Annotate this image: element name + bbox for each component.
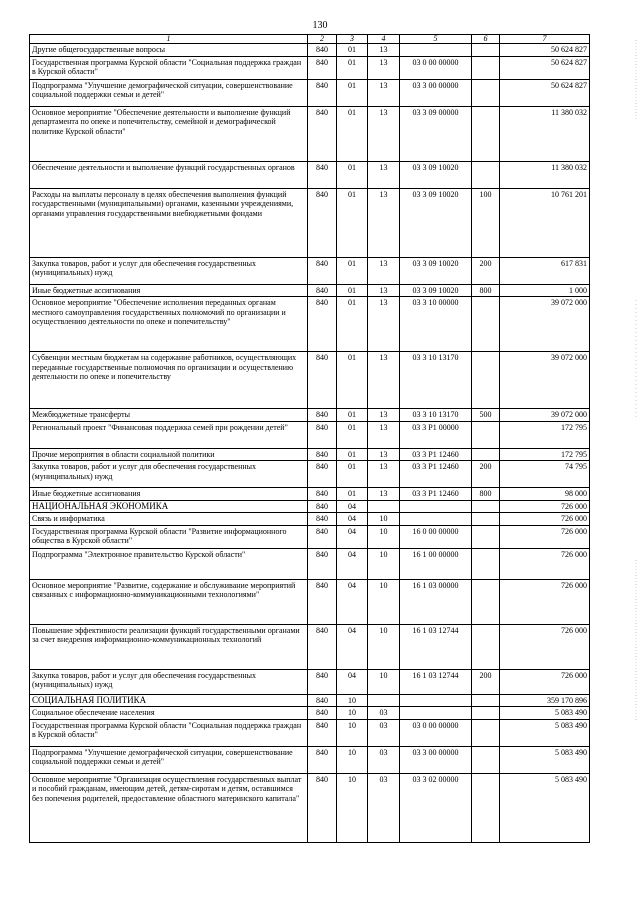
subsection-code: 10 [368, 513, 400, 526]
table-row [30, 669, 590, 694]
expense-type-code [472, 773, 500, 842]
table-row [30, 488, 590, 501]
row-name: Прочие мероприятия в области социальной политики [30, 448, 308, 461]
page-edge-marks [632, 0, 640, 905]
subsection-code: 13 [368, 488, 400, 501]
amount: 617 831 [500, 257, 590, 284]
expense-type-code [472, 448, 500, 461]
grbs-code: 840 [308, 297, 337, 352]
section-code: 01 [337, 106, 368, 161]
subsection-code: 13 [368, 409, 400, 422]
expense-type-code [472, 525, 500, 548]
table-row [30, 188, 590, 257]
table-row [30, 161, 590, 188]
target-item-code: 03 3 09 10020 [400, 161, 472, 188]
target-item-code: 03 3 10 00000 [400, 297, 472, 352]
expense-type-code [472, 500, 500, 513]
section-row [30, 694, 590, 707]
target-item-code: 03 3 10 13170 [400, 409, 472, 422]
subsection-code: 03 [368, 746, 400, 773]
column-header: 4 [368, 35, 400, 44]
target-item-code: 16 1 03 00000 [400, 579, 472, 624]
table-row [30, 448, 590, 461]
grbs-code: 840 [308, 448, 337, 461]
section-code: 01 [337, 257, 368, 284]
amount: 726 000 [500, 669, 590, 694]
amount: 50 624 827 [500, 79, 590, 106]
amount: 172 795 [500, 421, 590, 448]
grbs-code: 840 [308, 284, 337, 297]
subsection-code: 13 [368, 106, 400, 161]
section-code: 10 [337, 773, 368, 842]
column-header: 6 [472, 35, 500, 44]
grbs-code: 840 [308, 461, 337, 488]
table-row [30, 773, 590, 842]
grbs-code: 840 [308, 548, 337, 579]
target-item-code: 03 3 P1 12460 [400, 488, 472, 501]
amount: 726 000 [500, 513, 590, 526]
grbs-code: 840 [308, 719, 337, 746]
subsection-code: 10 [368, 525, 400, 548]
subsection-code: 10 [368, 624, 400, 669]
row-name: Связь и информатика [30, 513, 308, 526]
subsection-code: 13 [368, 44, 400, 57]
table-header-row [30, 35, 590, 44]
amount: 5 083 490 [500, 719, 590, 746]
table-row [30, 548, 590, 579]
amount: 11 380 032 [500, 106, 590, 161]
amount: 74 795 [500, 461, 590, 488]
expense-type-code [472, 746, 500, 773]
grbs-code: 840 [308, 500, 337, 513]
grbs-code: 840 [308, 79, 337, 106]
amount: 98 000 [500, 488, 590, 501]
grbs-code: 840 [308, 106, 337, 161]
column-header: 3 [337, 35, 368, 44]
amount: 359 170 896 [500, 694, 590, 707]
grbs-code: 840 [308, 579, 337, 624]
subsection-code [368, 500, 400, 513]
grbs-code: 840 [308, 624, 337, 669]
row-name: Межбюджетные трансферты [30, 409, 308, 422]
table-row [30, 624, 590, 669]
table-row [30, 297, 590, 352]
section-code: 04 [337, 500, 368, 513]
row-name: Основное мероприятие "Обеспечение исполнения переданных органам местного самоуправления государственных полномочий по организации и осуществлению деятельности по опеке и попечительству" [30, 297, 308, 352]
column-header: 1 [30, 35, 308, 44]
section-code: 04 [337, 525, 368, 548]
grbs-code: 840 [308, 409, 337, 422]
row-name: Иные бюджетные ассигнования [30, 488, 308, 501]
amount: 5 083 490 [500, 746, 590, 773]
expense-type-code [472, 548, 500, 579]
subsection-code: 13 [368, 461, 400, 488]
table-row [30, 44, 590, 57]
amount: 10 761 201 [500, 188, 590, 257]
subsection-code: 13 [368, 421, 400, 448]
row-name: Основное мероприятие "Развитие, содержание и обслуживание мероприятий связанных с информационно-коммуникационными технологиями" [30, 579, 308, 624]
subsection-code: 03 [368, 773, 400, 842]
row-name: Региональный проект "Финансовая поддержка семей при рождении детей" [30, 421, 308, 448]
grbs-code: 840 [308, 707, 337, 720]
target-item-code [400, 707, 472, 720]
section-code: 01 [337, 56, 368, 79]
table-row [30, 719, 590, 746]
row-name: Основное мероприятие "Обеспечение деятельности и выполнение функций департамента по опеке и попечительству, семейной и демографической политике Курской области" [30, 106, 308, 161]
subsection-code: 10 [368, 669, 400, 694]
expense-type-code [472, 694, 500, 707]
expense-type-code [472, 352, 500, 409]
amount: 39 072 000 [500, 297, 590, 352]
grbs-code: 840 [308, 513, 337, 526]
section-code: 01 [337, 284, 368, 297]
amount: 726 000 [500, 548, 590, 579]
table-row [30, 352, 590, 409]
target-item-code: 03 0 00 00000 [400, 719, 472, 746]
expense-type-code [472, 707, 500, 720]
target-item-code [400, 500, 472, 513]
row-name: Подпрограмма "Улучшение демографической ситуации, совершенствование социальной поддержки семьи и детей" [30, 79, 308, 106]
subsection-code: 13 [368, 79, 400, 106]
grbs-code: 840 [308, 746, 337, 773]
row-name: Государственная программа Курской области "Социальная поддержка граждан в Курской области" [30, 719, 308, 746]
row-name: Подпрограмма "Электронное правительство Курской области" [30, 548, 308, 579]
amount: 726 000 [500, 579, 590, 624]
section-code: 04 [337, 548, 368, 579]
expense-type-code [472, 297, 500, 352]
grbs-code: 840 [308, 488, 337, 501]
expense-type-code [472, 56, 500, 79]
target-item-code: 03 3 00 00000 [400, 79, 472, 106]
section-code: 01 [337, 44, 368, 57]
amount: 50 624 827 [500, 44, 590, 57]
column-header: 7 [500, 35, 590, 44]
grbs-code: 840 [308, 188, 337, 257]
column-header: 2 [308, 35, 337, 44]
expense-type-code: 100 [472, 188, 500, 257]
amount: 726 000 [500, 624, 590, 669]
table-row [30, 56, 590, 79]
subsection-code: 13 [368, 297, 400, 352]
row-name: Другие общегосударственные вопросы [30, 44, 308, 57]
row-name: Государственная программа Курской области "Социальная поддержка граждан в Курской области" [30, 56, 308, 79]
section-code: 04 [337, 624, 368, 669]
target-item-code: 03 3 P1 12460 [400, 461, 472, 488]
table-row [30, 284, 590, 297]
section-code: 04 [337, 669, 368, 694]
column-header: 5 [400, 35, 472, 44]
target-item-code: 03 3 09 10020 [400, 257, 472, 284]
section-code: 01 [337, 488, 368, 501]
amount: 11 380 032 [500, 161, 590, 188]
expense-type-code [472, 513, 500, 526]
table-row [30, 525, 590, 548]
section-code: 01 [337, 352, 368, 409]
section-code: 10 [337, 746, 368, 773]
table-row [30, 461, 590, 488]
amount: 726 000 [500, 525, 590, 548]
section-code: 04 [337, 513, 368, 526]
subsection-code: 03 [368, 719, 400, 746]
expense-type-code [472, 161, 500, 188]
section-code: 01 [337, 421, 368, 448]
table-row [30, 707, 590, 720]
table-row [30, 579, 590, 624]
target-item-code: 03 3 09 10020 [400, 284, 472, 297]
row-name: Закупка товаров, работ и услуг для обеспечения государственных (муниципальных) нужд [30, 257, 308, 284]
table-row [30, 409, 590, 422]
page-number: 130 [312, 20, 328, 31]
grbs-code: 840 [308, 669, 337, 694]
row-name: Основное мероприятие "Организация осуществления государственных выплат и пособий гражданам, имеющим детей, детям-сиротам и детям, оставшимся без попечения родителей, предоставление областного материнского капитала" [30, 773, 308, 842]
subsection-code: 10 [368, 579, 400, 624]
amount: 172 795 [500, 448, 590, 461]
amount: 1 000 [500, 284, 590, 297]
table-row [30, 746, 590, 773]
table-row [30, 257, 590, 284]
expense-type-code [472, 44, 500, 57]
grbs-code: 840 [308, 773, 337, 842]
row-name: СОЦИАЛЬНАЯ ПОЛИТИКА [30, 694, 308, 707]
subsection-code: 13 [368, 188, 400, 257]
target-item-code: 03 3 P1 00000 [400, 421, 472, 448]
budget-table [29, 34, 590, 843]
grbs-code: 840 [308, 44, 337, 57]
amount: 5 083 490 [500, 773, 590, 842]
row-name: Повышение эффективности реализации функций государственными органами за счет внедрения информационно-коммуникационных технологий [30, 624, 308, 669]
row-name: Обеспечение деятельности и выполнение функций государственных органов [30, 161, 308, 188]
section-code: 10 [337, 707, 368, 720]
target-item-code: 03 3 P1 12460 [400, 448, 472, 461]
section-code: 01 [337, 448, 368, 461]
row-name: Подпрограмма "Улучшение демографической ситуации, совершенствование социальной поддержки семьи и детей" [30, 746, 308, 773]
expense-type-code [472, 624, 500, 669]
target-item-code: 03 0 00 00000 [400, 56, 472, 79]
section-code: 04 [337, 579, 368, 624]
subsection-code: 13 [368, 257, 400, 284]
target-item-code: 03 3 09 00000 [400, 106, 472, 161]
expense-type-code: 200 [472, 461, 500, 488]
target-item-code [400, 694, 472, 707]
target-item-code [400, 513, 472, 526]
expense-type-code: 800 [472, 488, 500, 501]
row-name: Расходы на выплаты персоналу в целях обеспечения выполнения функций государственными (муниципальными) органами, казенными учреждениями, органами управления государственными внебюджетными фондами [30, 188, 308, 257]
table-row [30, 79, 590, 106]
target-item-code: 03 3 10 13170 [400, 352, 472, 409]
target-item-code: 03 3 00 00000 [400, 746, 472, 773]
expense-type-code: 800 [472, 284, 500, 297]
target-item-code: 16 1 03 12744 [400, 624, 472, 669]
target-item-code: 03 3 02 00000 [400, 773, 472, 842]
subsection-code: 13 [368, 161, 400, 188]
amount: 50 624 827 [500, 56, 590, 79]
target-item-code: 16 1 03 12744 [400, 669, 472, 694]
subsection-code: 13 [368, 284, 400, 297]
row-name: Субвенции местным бюджетам на содержание работников, осуществляющих переданные государственные полномочия по организации и осуществлению деятельности по опеке и попечительству [30, 352, 308, 409]
expense-type-code [472, 421, 500, 448]
subsection-code [368, 694, 400, 707]
section-code: 01 [337, 79, 368, 106]
expense-type-code: 500 [472, 409, 500, 422]
table-row [30, 513, 590, 526]
subsection-code: 13 [368, 352, 400, 409]
section-code: 01 [337, 188, 368, 257]
expense-type-code [472, 106, 500, 161]
expense-type-code [472, 79, 500, 106]
row-name: Иные бюджетные ассигнования [30, 284, 308, 297]
target-item-code: 16 1 00 00000 [400, 548, 472, 579]
row-name: Государственная программа Курской области "Развитие информационного общества в Курской области" [30, 525, 308, 548]
section-code: 01 [337, 161, 368, 188]
grbs-code: 840 [308, 525, 337, 548]
row-name: НАЦИОНАЛЬНАЯ ЭКОНОМИКА [30, 500, 308, 513]
expense-type-code [472, 579, 500, 624]
table-row [30, 106, 590, 161]
target-item-code: 03 3 09 10020 [400, 188, 472, 257]
expense-type-code [472, 719, 500, 746]
section-code: 10 [337, 719, 368, 746]
amount: 39 072 000 [500, 409, 590, 422]
amount: 39 072 000 [500, 352, 590, 409]
subsection-code: 13 [368, 56, 400, 79]
section-code: 01 [337, 461, 368, 488]
subsection-code: 13 [368, 448, 400, 461]
expense-type-code: 200 [472, 669, 500, 694]
section-code: 01 [337, 297, 368, 352]
subsection-code: 10 [368, 548, 400, 579]
section-code: 01 [337, 409, 368, 422]
amount: 726 000 [500, 500, 590, 513]
table-row [30, 421, 590, 448]
target-item-code [400, 44, 472, 57]
grbs-code: 840 [308, 257, 337, 284]
row-name: Социальное обеспечение населения [30, 707, 308, 720]
grbs-code: 840 [308, 352, 337, 409]
grbs-code: 840 [308, 161, 337, 188]
amount: 5 083 490 [500, 707, 590, 720]
section-code: 10 [337, 694, 368, 707]
grbs-code: 840 [308, 56, 337, 79]
grbs-code: 840 [308, 694, 337, 707]
grbs-code: 840 [308, 421, 337, 448]
section-row [30, 500, 590, 513]
row-name: Закупка товаров, работ и услуг для обеспечения государственных (муниципальных) нужд [30, 669, 308, 694]
row-name: Закупка товаров, работ и услуг для обеспечения государственных (муниципальных) нужд [30, 461, 308, 488]
target-item-code: 16 0 00 00000 [400, 525, 472, 548]
expense-type-code: 200 [472, 257, 500, 284]
subsection-code: 03 [368, 707, 400, 720]
